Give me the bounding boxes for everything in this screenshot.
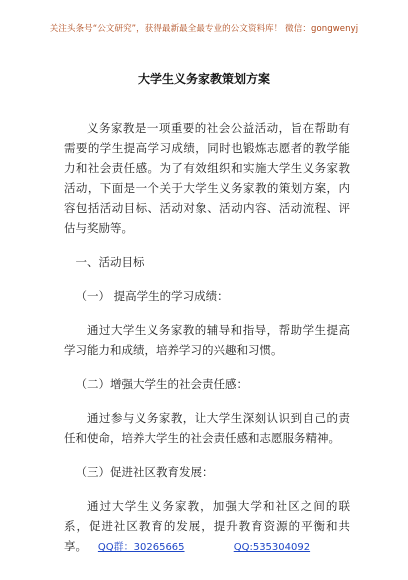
paragraph-responsibility: 通过参与义务家教，让大学生深刻认识到自己的责任和使命，培养大学生的社会责任感和志愿服务精神。	[64, 411, 350, 445]
paragraph-community: 通过大学生义务家教，加强大学和社区之间的联系，促进社区教育的发展，提升教育资源的平衡和共享。	[64, 499, 350, 553]
qq-group-link[interactable]: QQ群：30265665	[97, 542, 185, 553]
paragraph-grades: 通过大学生义务家教的辅导和指导，帮助学生提高学习能力和成绩，培养学习的兴趣和习惯。	[64, 323, 350, 357]
qq-contact-link[interactable]: QQ:535304092	[233, 542, 311, 553]
subheading-community: （三）促进社区教育发展：	[75, 465, 214, 479]
header-note: 关注头条号“公文研究”，获得最新最全最专业的公文资料库！ 微信：gongwenyj	[49, 24, 359, 34]
footer	[0, 538, 408, 553]
document-title: 大学生义务家教策划方案	[137, 72, 270, 86]
section-heading-goals: 一、活动目标	[75, 255, 145, 269]
subheading-responsibility: （二）增强大学生的社会责任感：	[75, 377, 248, 391]
document-body	[64, 118, 350, 556]
intro-paragraph: 义务家教是一项重要的社会公益活动，旨在帮助有需要的学生提高学习成绩，同时也锻炼志愿者的教学能力和社会责任感。为了有效组织和实施大学生义务家教活动，下面是一个关于大学生义务家教的策划方案，内容包括活动目标、活动对象、活动内容、活动流程、评估与奖励等。	[64, 121, 350, 235]
subheading-grades: （一） 提高学生的学习成绩：	[75, 289, 229, 303]
